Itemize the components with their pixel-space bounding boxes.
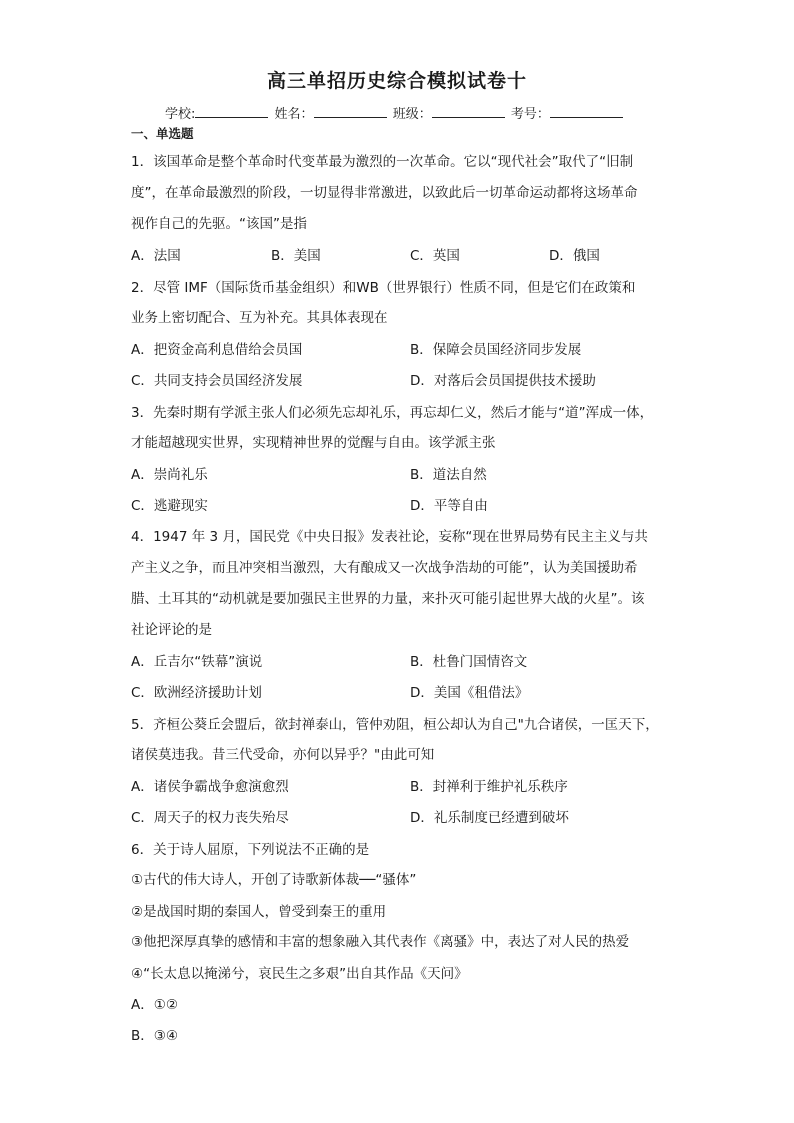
question-6-option-a[interactable]: A．①②	[131, 997, 178, 1013]
school-label: 学校:	[165, 107, 196, 122]
question-6-statement: ③他把深厚真挚的感情和丰富的想象融入其代表作《离骚》中，表达了对人民的热爱	[131, 934, 630, 950]
name-label: 姓名：	[274, 107, 314, 122]
question-5-line: 5．齐桓公葵丘会盟后，欲封禅泰山，管仲劝阻，桓公却认为自己"九合诸侯，一匡天下，	[131, 717, 659, 733]
question-6-option-b[interactable]: B．③④	[131, 1028, 178, 1044]
question-2-option-d[interactable]: D．对落后会员国提供技术援助	[410, 373, 596, 389]
question-4-line: 4．1947 年 3 月，国民党《中央日报》发表社论，妄称“现在世界局势有民主主义与共	[131, 529, 648, 545]
question-1-option-c[interactable]: C．英国	[410, 248, 460, 264]
question-6-statement: ①古代的伟大诗人，开创了诗歌新体裁──“骚体”	[131, 872, 417, 888]
question-4-line: 腊、土耳其的“动机就是要加强民主世界的力量，来扑灭可能引起世界大战的火星”。该	[131, 591, 645, 607]
question-3-option-c[interactable]: C．逃避现实	[131, 498, 208, 514]
school-blank[interactable]	[195, 105, 268, 118]
question-3-option-b[interactable]: B．道法自然	[410, 467, 487, 483]
class-blank[interactable]	[432, 105, 505, 118]
question-1-line: 视作自己的先驱。“该国”是指	[131, 216, 307, 232]
question-5-option-c[interactable]: C．周天子的权力丧失殆尽	[131, 810, 289, 826]
number-blank[interactable]	[550, 105, 623, 118]
question-3-line: 才能超越现实世界，实现精神世界的觉醒与自由。该学派主张	[131, 435, 496, 451]
question-1-line: 度”，在革命最激烈的阶段，一切显得非常激进，以致此后一切革命运动都将这场革命	[131, 185, 638, 201]
question-3-line: 3．先秦时期有学派主张人们必须先忘却礼乐，再忘却仁义，然后才能与“道”浑成一体，	[131, 405, 654, 421]
question-6-statement: ②是战国时期的秦国人，曾受到秦王的重用	[131, 904, 387, 920]
question-3-option-d[interactable]: D．平等自由	[410, 498, 488, 514]
question-2-option-c[interactable]: C．共同支持会员国经济发展	[131, 373, 303, 389]
student-info-row	[165, 103, 625, 122]
question-6-line: 6．关于诗人屈原，下列说法不正确的是	[131, 842, 370, 858]
question-6-statement: ④“长太息以掩涕兮，哀民生之多艰”出自其作品《天问》	[131, 966, 468, 982]
class-label: 班级：	[392, 107, 432, 122]
question-4-line: 产主义之争，而且冲突相当激烈，大有酿成又一次战争浩劫的可能”，认为美国援助希	[131, 560, 638, 576]
question-5-option-b[interactable]: B．封禅利于维护礼乐秩序	[410, 779, 568, 795]
question-3-option-a[interactable]: A．崇尚礼乐	[131, 467, 208, 483]
question-4-line: 社论评论的是	[131, 622, 212, 638]
question-5-option-a[interactable]: A．诸侯争霸战争愈演愈烈	[131, 779, 289, 795]
question-2-option-a[interactable]: A．把资金高利息借给会员国	[131, 342, 303, 358]
question-1-option-b[interactable]: B．美国	[271, 248, 321, 264]
question-1-line: 1．该国革命是整个革命时代变革最为激烈的一次革命。它以“现代社会”取代了“旧制	[131, 154, 634, 170]
section-heading: 一、单选题	[131, 126, 194, 141]
number-label: 考号：	[510, 107, 550, 122]
question-1-option-d[interactable]: D．俄国	[549, 248, 600, 264]
question-4-option-b[interactable]: B．杜鲁门国情咨文	[410, 654, 528, 670]
question-2-option-b[interactable]: B．保障会员国经济同步发展	[410, 342, 582, 358]
question-4-option-d[interactable]: D．美国《租借法》	[410, 685, 529, 701]
question-1-option-a[interactable]: A．法国	[131, 248, 181, 264]
question-5-option-d[interactable]: D．礼乐制度已经遭到破坏	[410, 810, 569, 826]
question-2-line: 业务上密切配合、互为补充。其具体表现在	[131, 310, 388, 326]
exam-title: 高三单招历史综合模拟试卷十	[266, 70, 527, 92]
question-4-option-c[interactable]: C．欧洲经济援助计划	[131, 685, 262, 701]
name-blank[interactable]	[314, 105, 387, 118]
question-2-line: 2．尽管 IMF（国际货币基金组织）和WB（世界银行）性质不同，但是它们在政策和	[131, 280, 636, 296]
question-5-line: 诸侯莫违我。昔三代受命，亦何以异乎？"由此可知	[131, 747, 435, 763]
question-4-option-a[interactable]: A．丘吉尔“铁幕”演说	[131, 654, 263, 670]
